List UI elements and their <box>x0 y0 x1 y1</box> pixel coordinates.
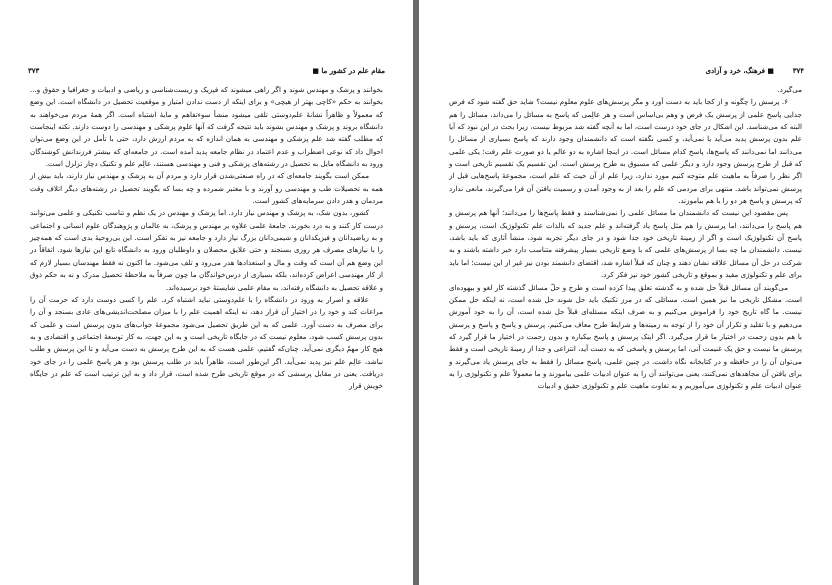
right-running-title: ■ فرهنگ، خرد و آزادی <box>705 66 774 75</box>
left-page-header <box>28 66 385 78</box>
right-page-number: ۳۷۴ <box>792 66 804 75</box>
paragraph: ۶. پرسش را چگونه و از کجا باید به دست آورد و مگر پرسش‌های علوم معلوم نیست؟ شاید حق گفته شود که فرض جدایی پاسخ علمی از پرسش یک فرض و وهم بی‌اساس است و هر عالِمی که پاسخ به مسائل را می‌داند، مسائل را هم البته که می‌شناسد. این اشکال در جای خود درست است، اما به آنچه گفته شد مربوط نیست، زیرا بحث در این نبود که آیا علم بدون پرسش پدید می‌آید یا نمی‌آید، و کسی نگفته است که دانشمندان وجود دارند که پاسخ بسیاری از مسائل را می‌دانند اما نمی‌دانند که پاسخ‌ها، پاسخ کدام مسائل است. در اینجا اشاره به دو عالم یا دو صورت علم رفت؛ یکی علمی که قبل از طرح پرسش وجود دارد و دیگر علمی که مسبوق به طرح پرسش است. این تقسیم یک تقسیم تاریخی است و اگر نظر را صرفاً به ماهیت علم متوجه کنیم مورد ندارد، زیرا علم از آن حیث که علم است، مجموعهٔ پاسخ‌هایی قبل از پرسش نمی‌تواند باشد. منتهی برای مردمی که علم را بعد از به وجود آمدن و رسمیت یافتن آن فرا می‌گیرند، مانعی ندارد که پرسش و پاسخ هر دو را با هم بیاموزند. <box>449 97 802 206</box>
paragraph: می‌گیرد. <box>777 85 802 94</box>
left-running-title: مقام علم در کشور ما ■ <box>312 66 385 75</box>
right-page-body <box>449 84 802 393</box>
paragraph: بخوانند و پزشک و مهندس شوند و اگر راهی میشوند که فیزیک و زیست‌شناسی و ریاضی و ادبیات و جغرافیا و حقوق و... بخوانند به حکم «کاچی بهتر از هیچی» و برای اینکه از دست ندادن امتیاز و موقعیت تحصیل در دانشگاه است. این وضع که معمولاً و ظاهراً نشانهٔ علم‌دوستی تلقی میشود منشأ سوءتفاهم و مایهٔ اشتباه است. اگر همهٔ مردم می‌خواهند به دانشگاه بروند و پزشک و مهندس بشوند باید نتیجه گرفت که آنها علوم پزشکی و مهندسی را دوست دارند. نکته اینجاست که مطلب گفته شد علم پزشکی و مهندسی به همان اندازه که به مردم ارزش دارد، حتی با تأمل در این وضع می‌توان احوال داد که نوعی اضطراب و عدم اعتماد در نظام جامعه پدید آمده است. در جامعه‌ای که بیشتر فرزندانش کوشندگان ورود به دانشگاه مایل به تحصیل در رشته‌های پزشکی و فنی و مهندسی هستند، عالِم علم و تکنیک دچار تزلزل است. <box>30 85 383 169</box>
left-page-number: ۳۷۳ <box>28 66 40 75</box>
left-page-body <box>30 84 383 393</box>
paragraph: پس مقصود این نیست که دانشمندان ما مسائل علمی را نمی‌شناسند و فقط پاسخ‌ها را می‌دانند؛ آنها هم پرسش و هم پاسخ را می‌دانند، اما پرسش را هم مثل پاسخ یاد گرفته‌اند و علم جدید که بالذات علم تکنولوژیک است، پرسش و پاسخ آن تکنولوژیک است و اگر از زمینهٔ تاریخی خود جدا شود و در جای دیگر تجربه شود، منشأ آثاری که باید باشد، نیست. دانشمندان ما چه بسا از پرسش‌های علمی که با وضع تاریخی بسیار پیشرفته متناسب دارد خبر داشته باشند و به شرکت در حل آن مسائل علاقه نشان دهند و چنان که قبلاً اشاره شد، اقتضای دانشمند بودن نیز غیر از این نیست؛ اما باید برای علم و تکنولوژی مفید و بموقع و تاریخی کشور خود نیز فکر کرد. <box>449 208 802 280</box>
right-page-header <box>447 66 804 78</box>
paragraph: ممکن است بگویند جامعه‌ای که در راه صنعتی‌شدن قرار دارد و مردم آن به پزشک و مهندس نیاز دارند، باید بیش از همه به تحصیلات طب و مهندسی رو آورند و با معتبر شمرده و چه بسا که بگویند تحصیل در رشته‌های دیگر اتلاف وقت مردمان و هدر دادن سرمایه‌های کشور است. <box>30 171 383 206</box>
paragraph: می‌گویند آن مسائل قبلاً حل شده و به گذشته تعلق پیدا کرده است و طرح و حلّ مسائل گذشته کار لغو و بیهوده‌ای است. مشکل تاریخی ما نیز همین است. مسائلی که در مرز تکنیک باید حل شوند حل شده است، نه اینکه حل ممکن نیست. ما گاه تاریخ خود را فراموش می‌کنیم و به صرف اینکه مسئله‌ای قبلاً حل شده است، آن را به خود آموزش می‌دهیم و با تقلید و تکرار آن خود را از توجه به زمینه‌ها و شرایط طرح معاف می‌کنیم. پرسش و پاسخ و پاسخ و پرسش با هم بدون زحمت در اختیار ما قرار می‌گیرد. اگر اینک پرسش و پاسخ بیکباره و بدون زحمت در اختیار ما قرار گیرد که پرسش ما نیست و حق یک غنیمت آنی، اما پرسش و پاسخی که به دست آید، انتزاعی و جدا از زمینهٔ تاریخی است و فقط می‌توان آن را در حافظه و در کتابخانه نگاه داشت. در چنین علمی، پاسخ مسائل را فقط به جای پرسش یاد می‌گیرند و برای یافتن آن مجاهدهای نمی‌کنند، یعنی می‌توانند آن را به عنوان ادبیات علمی بیاموزند و ما معمولاً علم و تکنولوژی را به عنوان ادبیات علم و تکنولوژی می‌آموزیم و به تفاوت ماهیت علم و تکنولوژی حقیق و ادبیات <box>449 282 802 391</box>
left-book-page <box>0 0 413 585</box>
paragraph: کشور، بدون شک، به پزشک و مهندس نیاز دارد. اما پزشک و مهندس در یک نظم و تناسب تکنیکی و علمی می‌توانند درست کار کنند و به درد بخورند. جامعهٔ علمی علاوه بر مهندس و پزشک، به عالمان و پژوهندگان علوم انسانی و اجتماعی و به ریاضیدانان و فیزیکدانان و شیمی‌دانان بزرگ نیاز دارد و جامعه نیز به تفکر است. این بی‌روحیهٔ بدی است که همه‌چیز را با نیازهای مصرف هر روزی بسنجند و حتی علایق محصلان و داوطلبان ورود به دانشگاه تابع این نیازها شود. اتفاقاً در این وضع هم آن است که وقت و مال و استعدادها هدر می‌رود و تلف می‌شود. ما اکنون نه فقط مهندسان بسیار لازم که از کار مهندسی اعراض کرده‌اند، بلکه بسیاری از درس‌خواندگان ما چون صرفاً به ملاحظهٔ تحصیل مدرک و نه به حکم ذوق و علاقه تحصیل به دانشگاه رفته‌اند، به مقام علمی شایستهٔ خود نرسیده‌اند. <box>30 208 383 292</box>
right-book-page <box>419 0 832 585</box>
paragraph: علاقه و اصرار به ورود در دانشگاه را با علم‌دوستی نباید اشتباه کرد. علم را کسی دوست دارد که حرمت آن را مراعات کند و خود را در اختیار آن قرار دهد، نه اینکه اهمیت علم را با میزان مصلحت‌اندیشی‌های عادی بسنجد و آن را برای مصرف به دست آورد. علمی که به این طریق تحصیل می‌شود مجموعهٔ جواب‌های بدون پرسش است و علمی که بدون پرسش کسب شود، معلوم نیست که در جایگاه تاریخی است و به این جهت، به کار توسعهٔ اجتماعی و اقتصادی و به هیچ کار مهمّ دیگری نمی‌آید. چنان‌که گفتیم، علمی هست که به این طرح پرسش به دست می‌آید و تا این پرسش و طلب نباشد، عالِم علم نیز پدید نمی‌آید. اگر این‌طور است، ظاهراً باید در طلب پرسش بود و هر پاسخ علمی را در جای خود دریافت. یعنی در مقابل پرسشی که در موقع تاریخی طرح شده است، قرار داد و به این ترتیب است که علم در جایگاه خویش قرار <box>30 294 383 391</box>
